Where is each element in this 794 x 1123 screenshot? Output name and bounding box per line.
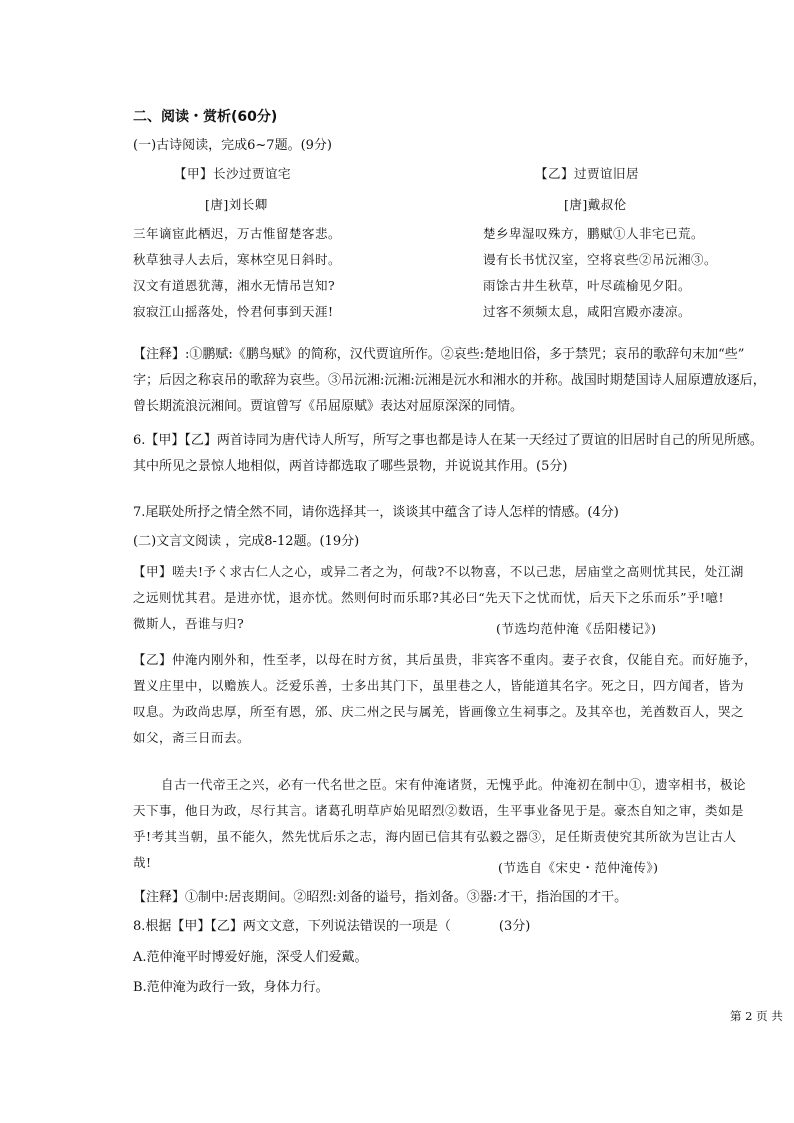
poem-a-body [133, 221, 341, 325]
poem-line: 寂寂江山摇落处，怜君何事到天涯! [133, 304, 334, 319]
text-line: 天下事，他日为政，尽行其言。诸葛孔明草庐始见昭烈②数语，生平事业备见于是。豪杰自知之审，类如是 [133, 803, 745, 818]
text-line: 置义庄里中，以赡族人。泛爱乐善，士多出其门下，虽里巷之人，皆能道其名字。死之日，四方闻者，皆为 [133, 678, 745, 693]
note-line: 【注释】:①鹏赋:《鹏鸟赋》的简称，汉代贾谊所作。②哀些:楚地旧俗，多于禁咒；哀吊的歌辞句末加“些” [133, 347, 745, 362]
text-b-source: (节选自《宋史・范仲淹传》) [498, 860, 659, 875]
poem-line: 楚乡卑湿叹殊方，鹏赋①人非宅已荒。 [483, 226, 705, 241]
poem-line: 三年谪宦此栖迟，万古惟留楚客悲。 [133, 226, 342, 241]
text-line: 哉! [133, 855, 152, 870]
text-line: 如父，斋三日而去。 [133, 730, 251, 745]
question-8 [133, 915, 530, 934]
poem-line: 汉文有道恩犹薄，湘水无情吊岂知? [133, 278, 336, 293]
note-line: 字；后因之称哀吊的歌辞为哀些。③吊沅湘:沅湘:沅湘是沅水和湘水的并称。战国时期楚国诗人屈原遭放逐后， [133, 373, 766, 388]
page-footer: 第 2 页 共 [730, 1009, 783, 1023]
option-b: B.范仲淹为政行一致，身体力行。 [133, 980, 329, 995]
text-notes: 【注释】①制中:居丧期间。②昭烈:刘备的谥号，指刘备。③器:才干，指治国的才干。 [133, 890, 628, 905]
poem-b-title: 【乙】过贾谊旧居 [535, 166, 640, 181]
option-a: A.范仲淹平时博爱好施，深受人们爱戴。 [133, 950, 368, 965]
poem-line: 秋草独寻人去后，寒林空见日斜时。 [133, 252, 342, 267]
note-line: 曾长期流浪沅湘间。贾谊曾写《吊屈原赋》表达对屈原深深的同情。 [133, 399, 524, 414]
poem-line: 雨馀古井生秋草，叶尽疏榆见夕阳。 [483, 278, 692, 293]
text-line: 叹息。为政尚忠厚，所至有恩，邠、庆二州之民与属羌，皆画像立生祠事之。及其卒也，羌酋数百人，哭之 [133, 704, 745, 719]
poem-line: 谩有长书忧汉室，空将哀些②吊沅湘③。 [483, 252, 718, 267]
question-6 [133, 428, 763, 480]
poem-b-body [483, 221, 717, 325]
poem-line: 过客不须频太息，咸阳宫殿亦凄凉。 [483, 304, 692, 319]
section-title: 二、阅读・赏析(60分) [133, 109, 278, 125]
poem-notes [133, 342, 766, 420]
poem-a-title: 【甲】长沙过贾谊宅 [174, 166, 292, 181]
text-line: 【甲】嗟夫!予く求古仁人之心，或异二者之为，何哉?不以物喜，不以己悲，居庙堂之高则忧其民，处江湖 [133, 564, 744, 579]
q8-stem: 8.根据【甲】【乙】两文文意，下列说法错误的一项是（ [133, 919, 451, 934]
q8-points: (3分) [498, 919, 531, 934]
part1-heading: (一)古诗阅读，完成6~7题。(9分) [133, 138, 332, 153]
text-b [133, 647, 757, 751]
text-line: 之远则忧其君。是进亦忧，退亦忧。然则何时而乐耶?其必曰“先天下之忧而忧，后天下之乐而乐”乎!噫! [133, 590, 725, 605]
text-line: 微斯人，吾谁与归? [133, 616, 245, 631]
text-line: 【乙】仲淹内刚外和，性至孝，以母在时方贫，其后虽贵，非宾客不重肉。妻子衣食，仅能自充。而好施予， [133, 652, 758, 667]
q-line: 其中所见之景惊人地相似，两首诗都选取了哪些景物，并说说其作用。(5分) [133, 459, 568, 474]
text-line: 自古一代帝王之兴，必有一代名世之臣。宋有仲淹诸贤，无愧乎此。仲淹初在制中①，遗宰相书，极论 [161, 777, 747, 792]
q-line: 6.【甲】【乙】两首诗同为唐代诗人所写，所写之事也都是诗人在某一天经过了贾谊的旧居时自己的所见所感。 [133, 433, 763, 448]
text-line: 乎!考其当朝，虽不能久，然先忧后乐之志，海内固已信其有弘毅之器③，足任斯责使究其所欲为岂让古人 [133, 829, 737, 844]
part2-heading: (二)文言文阅读 ，完成8-12题。(19分) [133, 534, 360, 549]
question-7: 7.尾联处所抒之情全然不同，请你选择其一，谈谈其中蕴含了诗人怎样的情感。(4分) [133, 505, 619, 520]
poem-a-author: [唐]刘长卿 [205, 197, 268, 212]
text-a-source: (节选均范仲淹《岳阳楼记》) [496, 621, 657, 636]
poem-b-author: [唐]戴叔伦 [564, 197, 627, 212]
